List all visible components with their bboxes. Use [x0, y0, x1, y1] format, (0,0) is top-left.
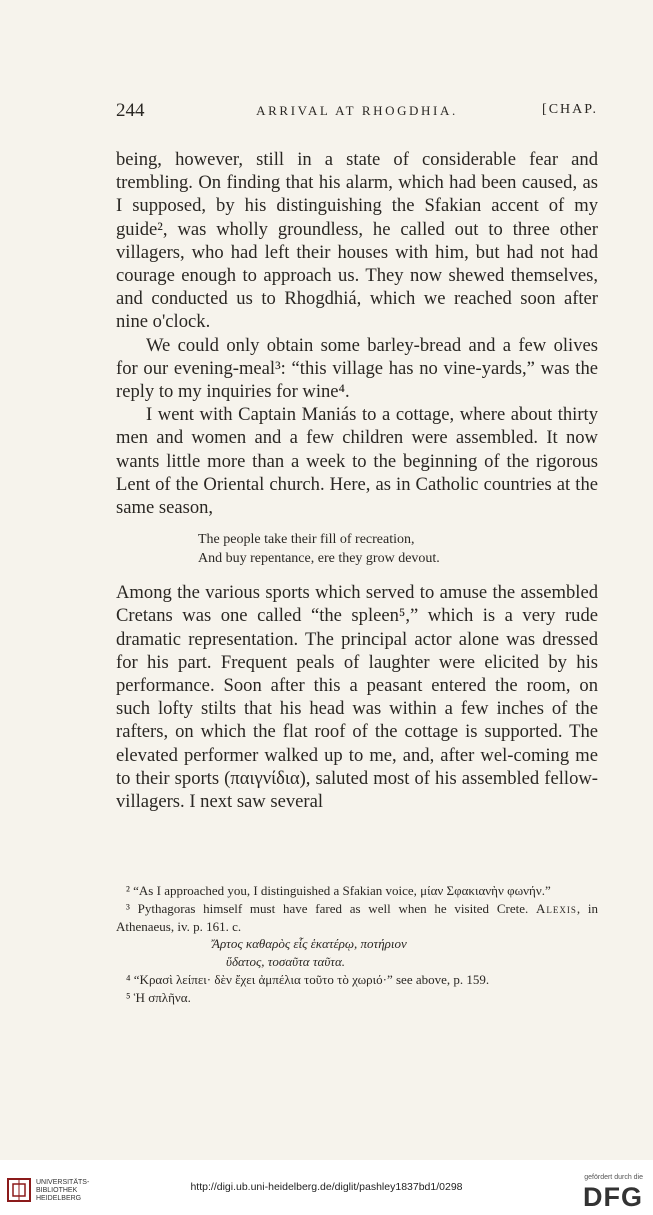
- footnote-3-text: ³ Pythagoras himself must have fared as well when he visited Crete.: [126, 900, 529, 916]
- funding-note: gefördert durch die: [584, 1174, 643, 1181]
- page-number: 244: [116, 100, 145, 121]
- footnote-3-ref: , in Athenaeus, iv. p. 161. c.: [116, 900, 598, 934]
- footnotes: [116, 882, 598, 1007]
- paragraph-1: being, however, still in a state of considerable fear and trembling. On finding that his alarm, which had been caused, as I supposed, by his distinguishing the Sfakian accent of my guide², was wholly groundless, he called out to three other villagers, who had left their houses with him, but had not had courage enough to approach us. They now shewed themselves, and conducted us to Rhogdhiá, which we reached soon after nine o'clock.: [116, 149, 598, 333]
- verse-quote: [198, 530, 598, 568]
- permalink-url[interactable]: http://digi.ub.uni-heidelberg.de/diglit/pashley1837bd1/0298: [190, 1181, 463, 1193]
- footnote-3: [116, 900, 598, 936]
- running-header: [116, 100, 598, 126]
- library-name: UNIVERSITÄTS- BIBLIOTHEK HEIDELBERG: [36, 1179, 90, 1202]
- verse-line: The people take their fill of recreation,: [198, 532, 415, 548]
- paragraph-4: Among the various sports which served to amuse the assembled Cretans was one called “the spleen⁵,” which is a very rude dramatic representation. The principal actor alone was dressed for his part. Frequent peals of laughter were elicited by his performance. Soon after this a peasant entered the room, on such lofty stilts that his head was within a few inches of the rafters, on which the flat roof of the cottage is supported. The elevated performer walked up to me, and, after wel-coming me to their sports (παιγνίδια), saluted most of his assembled fellow-villagers. I next saw several: [116, 582, 598, 813]
- footnote-4: ⁴ “Κρασὶ λείπει· δὲν ἔχει ἀμπέλια τοῦτο τὸ χωριό·” see above, p. 159.: [126, 971, 490, 987]
- paragraph-2: We could only obtain some barley-bread and a few olives for our evening-meal³: “this village has no vine-yards,” was the reply to my inquiries for wine⁴.: [116, 334, 598, 403]
- footnote-2: ² “As I approached you, I distinguished a Sfakian voice, μίαν Σφακιανὴν φωνήν.”: [126, 883, 551, 898]
- digitization-footer: [0, 1160, 653, 1215]
- running-title: ARRIVAL AT RHOGDHIA.: [256, 103, 458, 118]
- footnote-3-author: Alexis: [535, 900, 577, 916]
- chapter-marker: [CHAP.: [542, 102, 598, 117]
- verse-line: And buy repentance, ere they grow devout.: [198, 551, 440, 567]
- paragraph-3: I went with Captain Maniás to a cottage, where about thirty men and women and a few children were assembled. It now wants little more than a week to the beginning of the rigorous Lent of the Oriental church. Here, as in Catholic countries at the same season,: [116, 404, 598, 519]
- footnote-3-greek-line: ὕδατος, τοσαῦτα ταῦτα.: [226, 954, 346, 970]
- dfg-logo: DFG: [583, 1182, 643, 1212]
- footnote-5: ⁵ Ἡ σπλῆνα.: [126, 989, 191, 1005]
- footnote-3-greek-line: Ἄρτος καθαρὸς εἷς ἑκατέρῳ, ποτήριον: [212, 936, 407, 952]
- main-text: [116, 148, 598, 813]
